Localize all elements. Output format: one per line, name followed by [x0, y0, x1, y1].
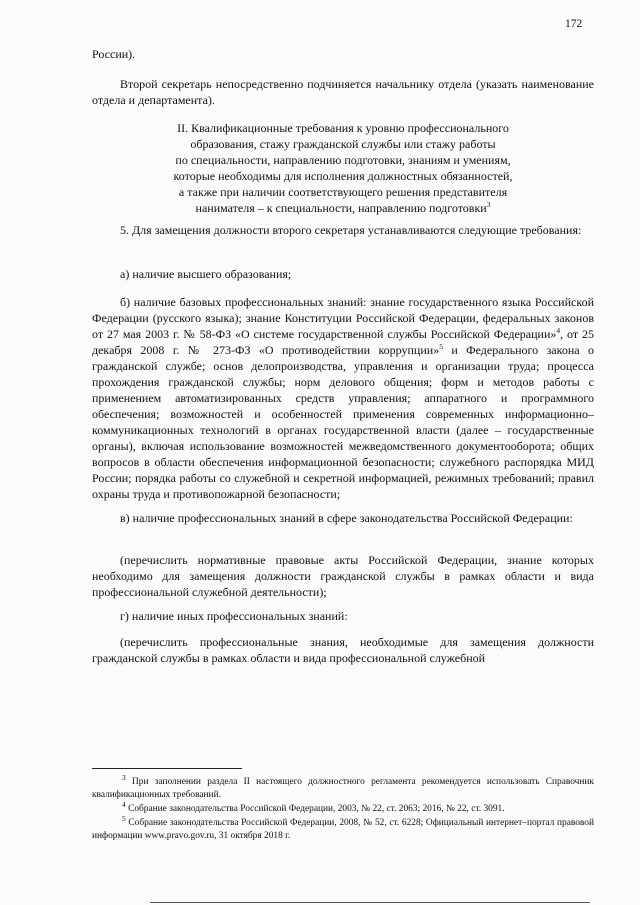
paragraph-item-v-note: (перечислить нормативные правовые акты Российской Федерации, знание которых необходимо для замещения должности гражданской службы в рамках области и вида профессиональной служебной деятельности);: [92, 553, 594, 599]
footnote: [92, 813, 595, 843]
item-b-text: , от 25 декабря 2008 г. № 273-ФЗ «О противодействии коррупции»: [92, 327, 594, 357]
section-heading-line: II. Квалификационные требования к уровню профессионального: [177, 121, 509, 135]
footnote-ref: 4: [556, 326, 561, 335]
footnote-ref: 3: [486, 200, 491, 209]
footnote-number: 4: [122, 799, 126, 809]
section-heading-line: а также при наличии соответствующего решения представителя: [178, 185, 508, 199]
section-heading-line: по специальности, направлению подготовки, знаниям и умениям,: [175, 153, 511, 167]
paragraph-item-b: [92, 294, 594, 502]
footnote-number: 5: [122, 813, 126, 823]
scan-edge-line: [150, 902, 590, 903]
footnote: [92, 799, 594, 816]
footnote-text: При заполнении раздела II настоящего должностного регламента рекомендуется использовать Справочник квалификационных требований.: [92, 777, 594, 800]
paragraph-continuation: России).: [92, 47, 136, 61]
paragraph-item-v: в) наличие профессиональных знаний в сфере законодательства Российской Федерации:: [120, 511, 573, 525]
footnote-divider: [92, 768, 242, 769]
footnote-text: Собрание законодательства Российской Федерации, 2008, № 52, ст. 6228; Официальный интернет–портал правовой информации www.pravo.gov.ru, 31 октября 2018 г.: [92, 818, 595, 841]
item-b-text: б) наличие базовых профессиональных знаний: знание государственного языка Российской Федерации (русского языка); знание Конституции Российской Федерации, федеральных законов от 27 мая 2003 г. № 58-ФЗ «О системе государственной службы Российской Федерации»: [92, 295, 594, 341]
paragraph-requirements: 5. Для замещения должности второго секретаря устанавливаются следующие требования:: [120, 223, 582, 237]
paragraph-item-g-note: (перечислить профессиональные знания, необходимые для замещения должности гражданской службы в рамках области и вида профессиональной служебной: [92, 635, 594, 665]
footnote: [92, 772, 594, 802]
footnote-number: 3: [122, 772, 126, 782]
section-heading-line: которые необходимы для исполнения должностных обязанностей,: [173, 169, 513, 183]
paragraph-item-a: а) наличие высшего образования;: [120, 267, 292, 281]
section-heading-line: нанимателя – к специальности, направлению подготовки: [195, 201, 487, 215]
footnote-ref: 5: [439, 342, 443, 351]
section-heading-line: образования, стажу гражданской службы или стажу работы: [190, 137, 496, 151]
paragraph-second-secretary: Второй секретарь непосредственно подчиняется начальнику отдела (указать наименование отдела и департамента).: [92, 77, 594, 107]
section-heading: [92, 120, 594, 216]
footnote-text: Собрание законодательства Российской Федерации, 2003, № 22, ст. 2063; 2016, № 22, ст. 3091.: [128, 804, 505, 814]
page-number: 172: [565, 18, 583, 30]
item-b-text: и Федерального закона о гражданской службе; основ делопроизводства, управления и организации труда; процесса прохождения гражданской службы; норм делового общения; форм и методов работы с применением автоматизированных средств управления; аппаратного и программного обеспечения; возможностей и особенностей применения современных информационно–коммуникационных технологий в органах государственной власти (далее – государственные органы), включая использование возможностей межведомственного документооборота; общих вопросов в области обеспечения информационной безопасности; служебного распорядка МИД России; порядка работы со служебной и секретной информацией, режимных требований; правил охраны труда и противопожарной безопасности;: [92, 343, 594, 501]
paragraph-item-g: г) наличие иных профессиональных знаний:: [120, 609, 348, 623]
section-heading-line-last: [92, 200, 594, 216]
